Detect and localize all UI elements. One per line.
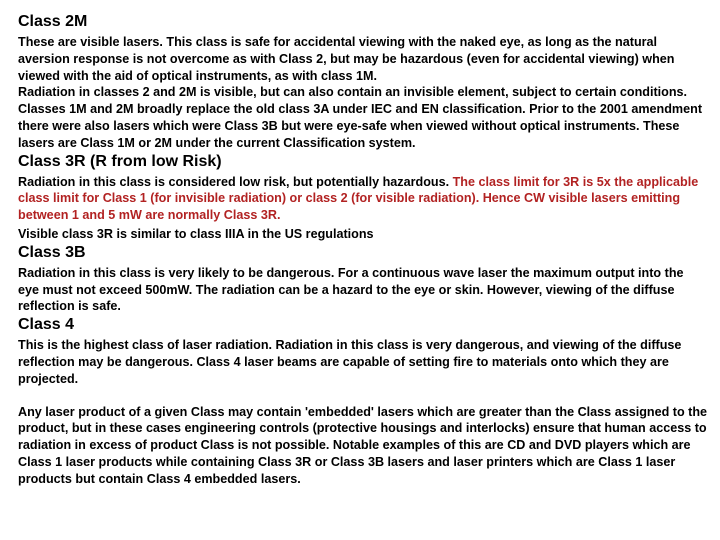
class-3r-text-black: Radiation in this class is considered low risk, but potentially hazardous. <box>18 174 453 189</box>
section-class-3r <box>18 152 708 243</box>
section-class-4 <box>18 315 708 387</box>
class-2m-paragraph-1: These are visible lasers. This class is safe for accidental viewing with the naked eye, as long as the natural aversion response is not overcome as with Class 2, but may be hazardous (even for accidental viewing) when viewed with the aid of optical instruments, as with class 1M. <box>18 35 675 83</box>
class-2m-paragraph-2: Radiation in classes 2 and 2M is visible, but can also contain an invisible element, subject to certain conditions. <box>18 85 688 100</box>
class-3r-text-red: The class limit for 3R is 5x the applicable class limit for Class 1 (for invisible radiation) or class 2 (for visible radiation). Hence CW visible lasers emitting between 1 and 5 mW are normally Class 3R. <box>18 174 699 223</box>
document-page <box>18 12 708 488</box>
heading-class-3b: Class 3B <box>18 243 86 261</box>
section-class-3b <box>18 243 708 315</box>
heading-class-2m: Class 2M <box>18 13 88 30</box>
class-2m-paragraph-3: Classes 1M and 2M broadly replace the old class 3A under IEC and EN classification. Prior to the 2001 amendment there were also lasers which were Class 3B but were eye-safe when viewed without optical instruments. These lasers are Class 1M or 2M under the current Classification system. <box>18 102 703 150</box>
class-3r-paragraph-2: Visible class 3R is similar to class IIIA in the US regulations <box>18 226 374 241</box>
section-class-2m <box>18 12 708 152</box>
class-3r-paragraph-1 <box>18 174 708 224</box>
section-embedded-lasers <box>18 404 708 488</box>
heading-class-4: Class 4 <box>18 316 75 334</box>
class-3b-paragraph-1: Radiation in this class is very likely to be dangerous. For a continuous wave laser the maximum output into the eye must not exceed 500mW. The radiation can be a hazard to the eye or skin. However, viewing of the diffuse reflection is safe. <box>18 265 684 314</box>
class-4-paragraph-1: This is the highest class of laser radiation. Radiation in this class is very dangerous, and viewing of the diffuse reflection may be dangerous. Class 4 laser beams are capable of setting fire to materials onto which they are projected. <box>18 338 682 386</box>
heading-class-3r: Class 3R (R from low Risk) <box>18 152 222 170</box>
embedded-lasers-paragraph: Any laser product of a given Class may contain 'embedded' lasers which are greater than the Class assigned to the product, but in these cases engineering controls (protective housings and interlocks) ensure that human access to radiation in excess of product Class is not possible. Notable examples of this are CD and DVD players which are Class 1 laser products while containing Class 3R or Class 3B lasers and laser printers which are Class 1 laser products but contain Class 4 embedded lasers. <box>18 404 708 486</box>
